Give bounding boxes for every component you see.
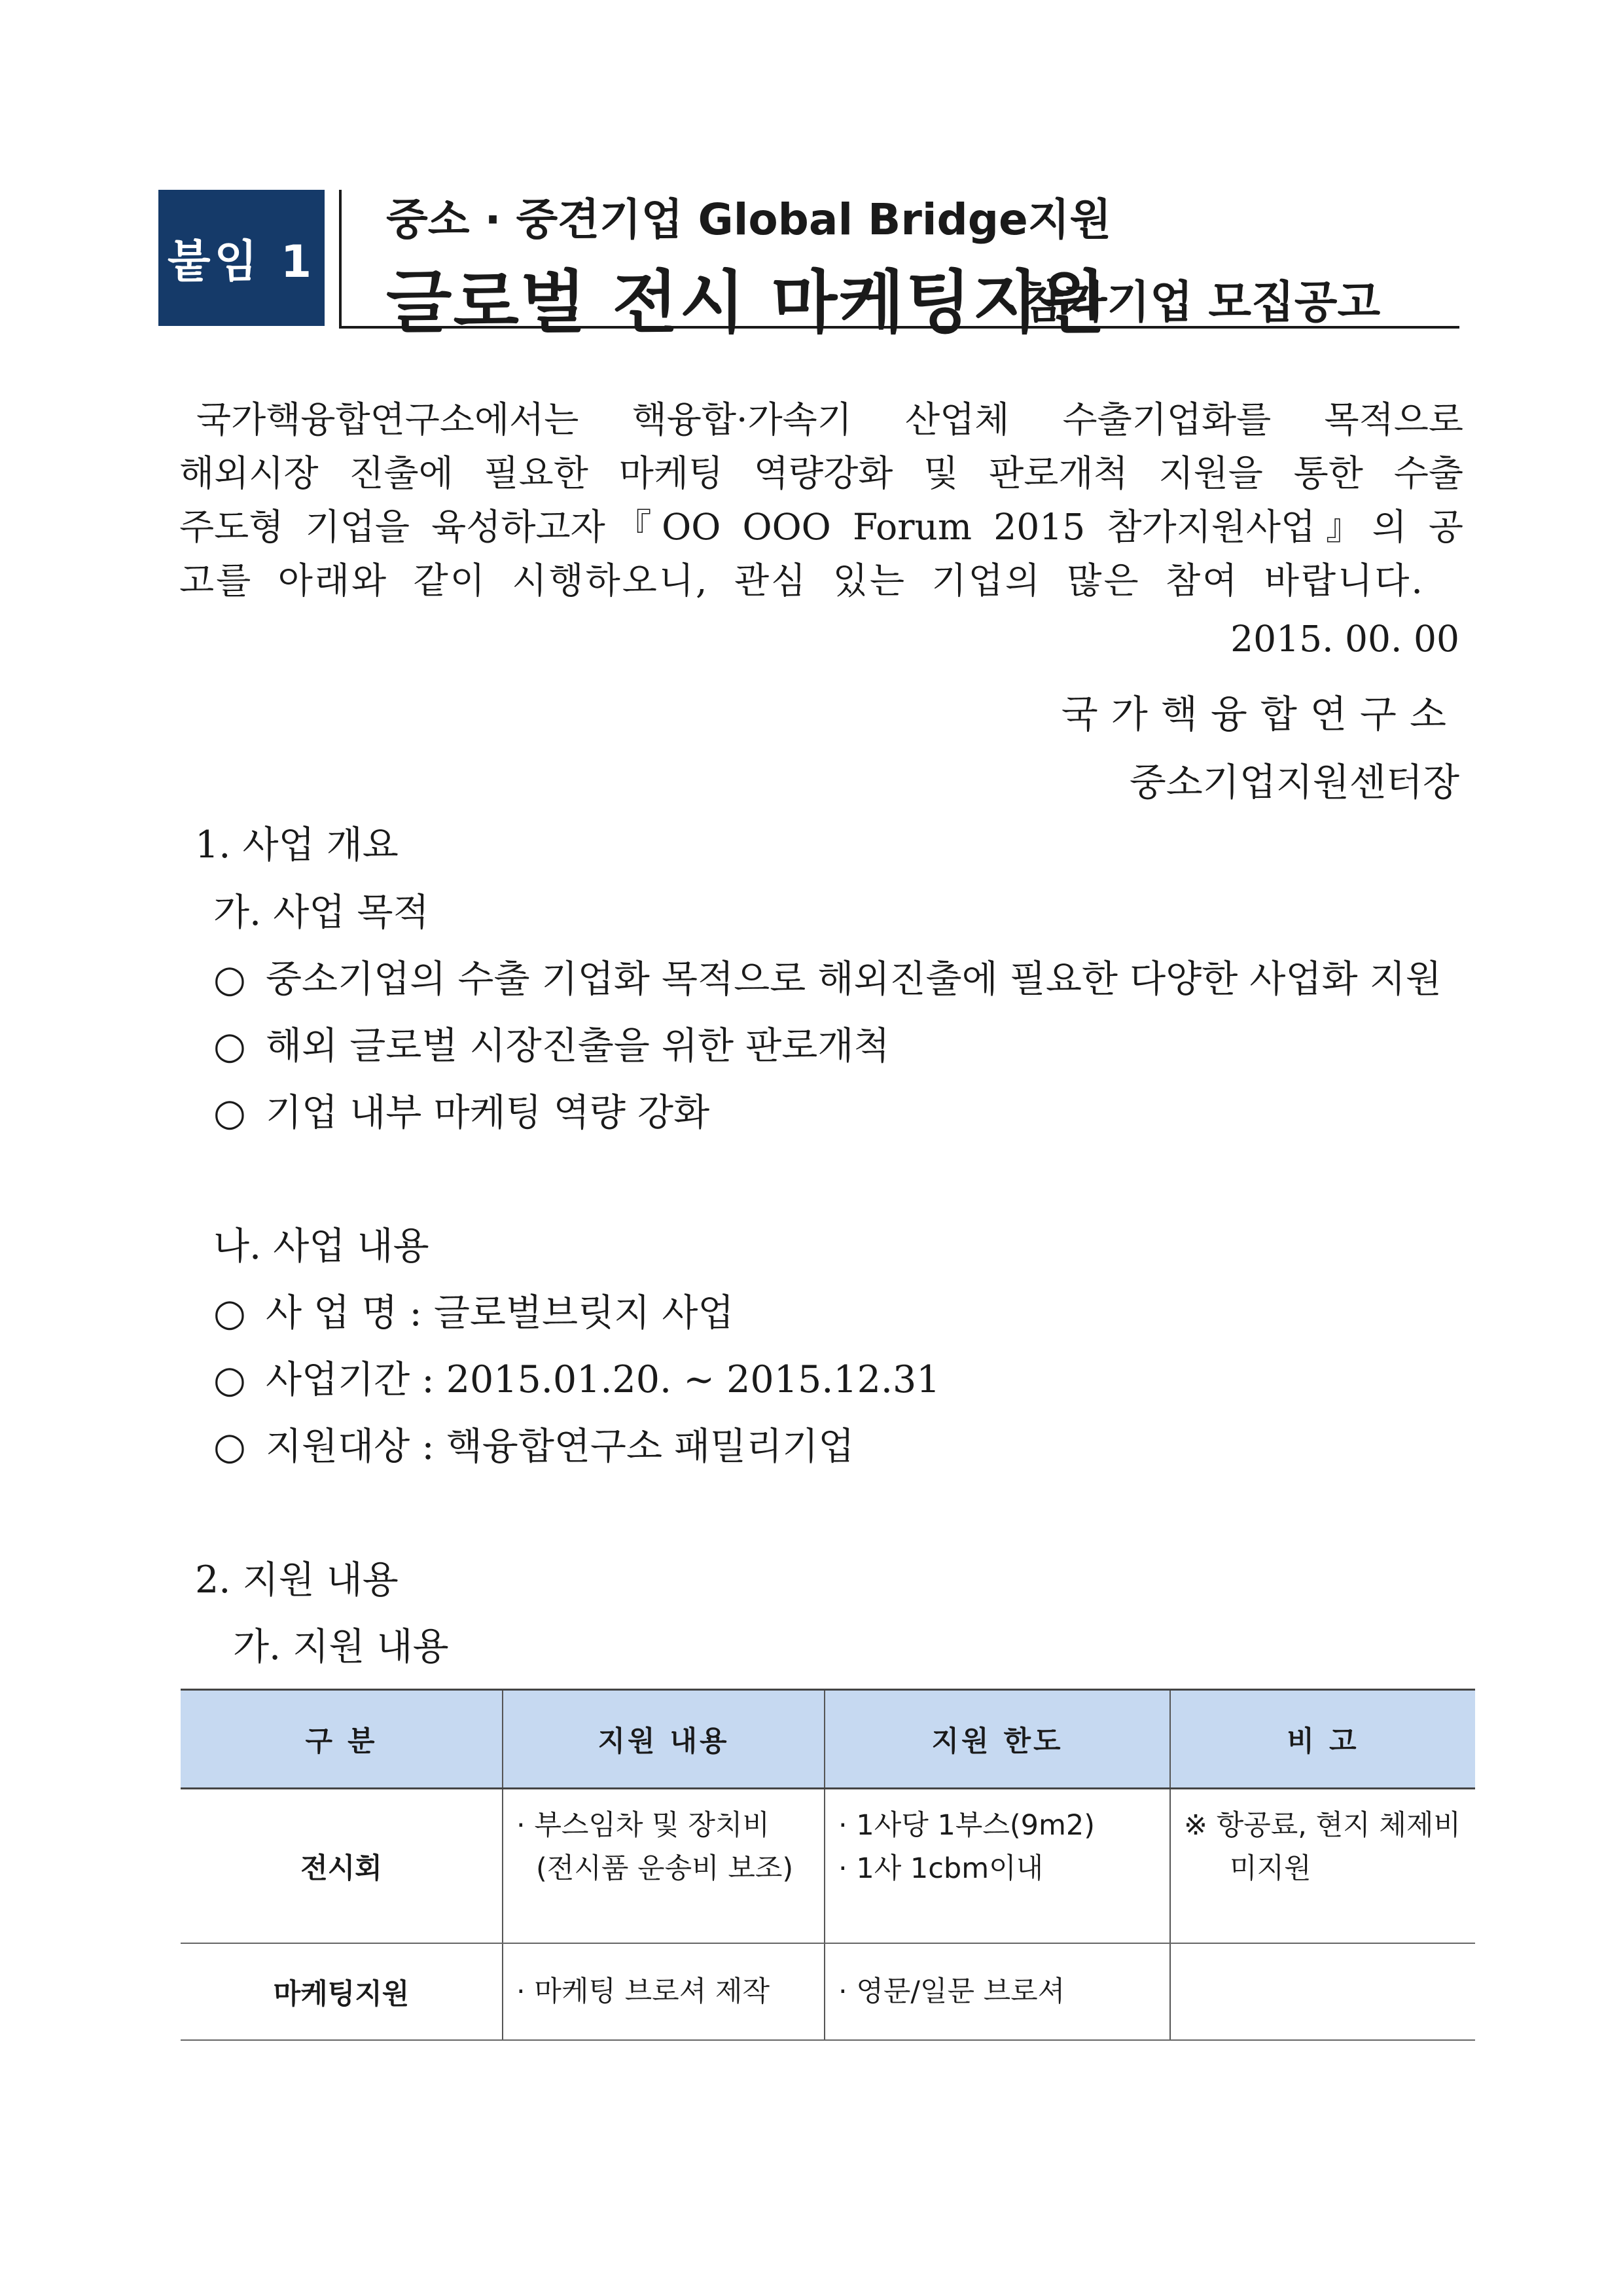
row-category: 전시회 — [181, 1789, 503, 1944]
list-item — [213, 1083, 709, 1136]
attachment-badge: 붙임 1 — [158, 190, 325, 326]
cell-line: 미지원 — [1230, 1852, 1311, 1885]
cell-line: (전시품 운송비 보조) — [536, 1852, 794, 1885]
row-limit — [825, 1789, 1170, 1944]
list-item-text: 기업 내부 마케팅 역량 강화 — [266, 1091, 710, 1134]
row-note — [1170, 1943, 1475, 2040]
section-2a-heading: 가. 지원 내용 — [233, 1625, 449, 1668]
table-header-row — [181, 1690, 1475, 1789]
cell-line: · 1사당 1부스(9m2) — [838, 1809, 1096, 1842]
circle-bullet-icon: ○ — [213, 1091, 246, 1134]
cell-line: · 1사 1cbm이내 — [838, 1852, 1044, 1885]
list-item-text: 중소기업의 수출 기업화 목적으로 해외진출에 필요한 다양한 사업화 지원 — [266, 958, 1442, 1001]
document-title: 글로벌 전시 마케팅지원 — [386, 262, 1107, 342]
section-1b-heading: 나. 사업 내용 — [213, 1225, 429, 1268]
support-table — [181, 1689, 1475, 2041]
list-item-text: 지원대상 : 핵융합연구소 패밀리기업 — [266, 1425, 855, 1468]
list-item — [213, 1416, 855, 1470]
intro-line-1: 국가핵융합연구소에서는 핵융합·가속기 산업체 수출기업화를 목적으로 — [196, 399, 1463, 440]
document-subtitle: 중소 · 중견기업 Global Bridge지원 — [386, 194, 1112, 245]
table-row — [181, 1943, 1475, 2040]
row-content — [503, 1943, 825, 2040]
cell-line: · 부스임차 및 장치비 — [516, 1809, 770, 1842]
column-header-note: 비 고 — [1170, 1690, 1475, 1789]
list-item — [213, 1283, 734, 1336]
table-row — [181, 1789, 1475, 1944]
circle-bullet-icon: ○ — [213, 1024, 246, 1067]
intro-line-3: 주도형 기업을 육성하고자『OO OOO Forum 2015 참가지원사업』의 공 — [179, 506, 1463, 548]
circle-bullet-icon: ○ — [213, 1425, 246, 1468]
list-item — [213, 1350, 940, 1403]
document-title-suffix: 참가기업 모집공고 — [1021, 277, 1381, 329]
row-note — [1170, 1789, 1475, 1944]
announcement-date: 2015. 00. 00 — [1230, 618, 1459, 660]
row-content — [503, 1789, 825, 1944]
circle-bullet-icon: ○ — [213, 958, 246, 1001]
column-header-limit: 지원 한도 — [825, 1690, 1170, 1789]
row-category: 마케팅지원 — [181, 1943, 503, 2040]
section-1a-heading: 가. 사업 목적 — [213, 891, 429, 934]
list-item-text: 사업기간 : 2015.01.20. ~ 2015.12.31 — [266, 1358, 940, 1401]
column-header-content: 지원 내용 — [503, 1690, 825, 1789]
list-item — [213, 1016, 889, 1069]
issuing-center: 중소기업지원센터장 — [1129, 760, 1459, 804]
circle-bullet-icon: ○ — [213, 1291, 246, 1335]
section-1-heading: 1. 사업 개요 — [195, 823, 399, 867]
list-item — [213, 949, 1442, 1003]
column-header-category: 구 분 — [181, 1690, 503, 1789]
list-item-text: 해외 글로벌 시장진출을 위한 판로개척 — [266, 1024, 890, 1067]
cell-line: · 영문/일문 브로셔 — [838, 1975, 1065, 2008]
row-limit — [825, 1943, 1170, 2040]
list-item-text: 사 업 명 : 글로벌브릿지 사업 — [266, 1291, 734, 1335]
cell-line: ※ 항공료, 현지 체제비 — [1184, 1809, 1461, 1842]
header-vertical-rule — [339, 190, 342, 329]
issuing-organization: 국가핵융합연구소 — [1061, 692, 1459, 736]
section-2-heading: 2. 지원 내용 — [195, 1558, 399, 1602]
cell-line: · 마케팅 브로셔 제작 — [516, 1975, 770, 2008]
intro-line-4: 고를 아래와 같이 시행하오니, 관심 있는 기업의 많은 참여 바랍니다. — [179, 560, 1425, 601]
intro-line-2: 해외시장 진출에 필요한 마케팅 역량강화 및 판로개척 지원을 통한 수출 — [179, 452, 1463, 494]
circle-bullet-icon: ○ — [213, 1358, 246, 1401]
